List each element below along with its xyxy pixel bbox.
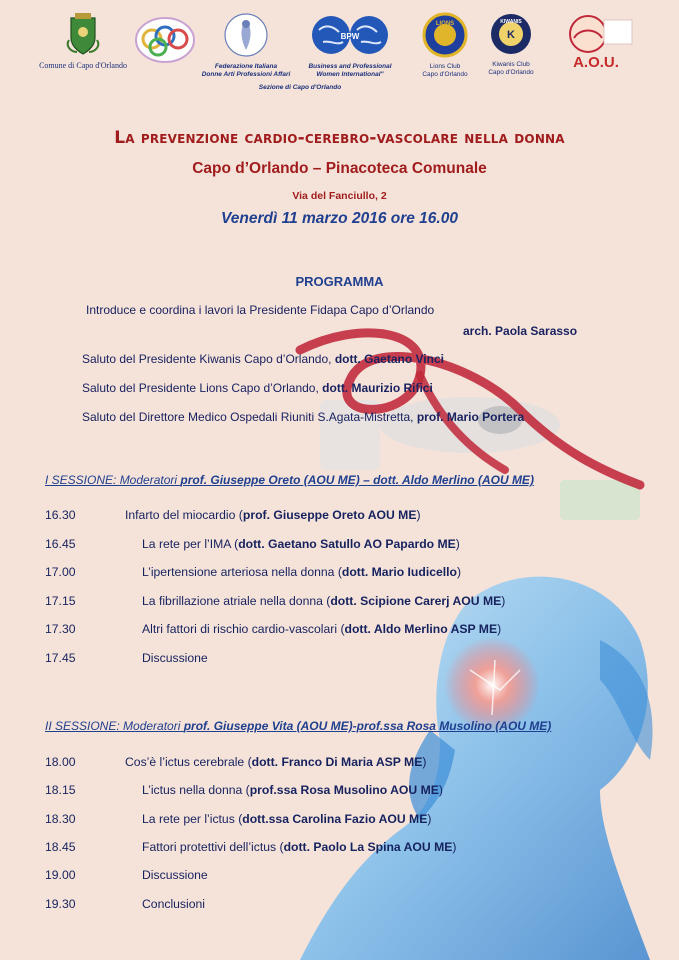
schedule-speaker: prof. Giuseppe Oreto AOU ME	[242, 508, 417, 522]
session-2-moderators: prof. Giuseppe Vita (AOU ME)-prof.ssa Rosa Musolino (AOU ME)	[183, 719, 552, 733]
greeting-1-text: Saluto del Presidente Kiwanis Capo d’Orlando,	[82, 352, 335, 366]
program-intro: Introduce e coordina i lavori la Presidente Fidapa Capo d’Orlando	[86, 303, 435, 317]
schedule-time: 19.30	[45, 897, 76, 911]
comune-caption: Comune di Capo d'Orlando	[39, 61, 127, 70]
kiwanis-mark: KIWANIS	[500, 19, 522, 25]
lions-caption-2: Capo d'Orlando	[422, 71, 468, 78]
bpw-logo	[300, 12, 400, 79]
kiwanis-caption-1: Kiwanis Club	[492, 61, 530, 68]
schedule-time: 18.30	[45, 812, 76, 826]
schedule-topic: Discussione	[142, 651, 208, 665]
schedule-time: 19.00	[45, 868, 76, 882]
fidapa-figure-icon	[223, 12, 269, 58]
lions-logo	[413, 12, 477, 79]
session-2-header	[45, 719, 551, 733]
schedule-speaker: dott. Scipione Carerj AOU ME	[330, 594, 502, 608]
fidapa-caption-1: Federazione Italiana	[214, 63, 278, 70]
coat-of-arms-icon	[65, 12, 101, 56]
schedule-topic: Altri fattori di rischio cardio-vascolari (dott. Aldo Merlino ASP ME)	[142, 622, 502, 636]
event-venue: Capo d’Orlando – Pinacoteca Comunale	[192, 160, 487, 177]
session-1-label: I SESSIONE: Moderatori	[45, 473, 181, 487]
bpw-mark: BPW	[340, 32, 360, 41]
schedule-time: 17.45	[45, 651, 76, 665]
schedule-time: 16.45	[45, 537, 76, 551]
comune-logo	[38, 12, 128, 70]
bpw-caption-1: Business and Professional	[308, 63, 392, 70]
event-title-text: La prevenzione cardio-cerebro-vascolare nella donna	[114, 128, 565, 148]
aou-emblem-icon	[558, 12, 634, 72]
schedule-speaker: dott.ssa Carolina Fazio AOU ME	[242, 812, 428, 826]
fidapa-caption-2: Donne Arti Professioni Affari	[201, 71, 291, 78]
session-1-moderators: prof. Giuseppe Oreto (AOU ME) – dott. Aldo Merlino (AOU ME)	[180, 473, 534, 487]
event-date: Venerdì 11 marzo 2016 ore 16.00	[221, 210, 458, 227]
event-title	[0, 128, 679, 148]
kiwanis-caption-2: Capo d'Orlando	[488, 69, 534, 76]
schedule-topic: Fattori protettivi dell’ictus (dott. Paolo La Spina AOU ME)	[142, 840, 457, 854]
schedule-topic: La fibrillazione atriale nella donna (dott. Scipione Carerj AOU ME)	[142, 594, 506, 608]
schedule-topic: Conclusioni	[142, 897, 206, 911]
greeting-3	[82, 410, 524, 424]
schedule-time: 18.00	[45, 755, 76, 769]
program-heading: PROGRAMMA	[295, 274, 384, 289]
globes-icon	[309, 12, 391, 58]
rings-icon	[130, 14, 200, 66]
svg-text:K: K	[507, 29, 515, 41]
lions-mark: LIONS	[435, 21, 455, 27]
aou-mark: A.O.U.	[573, 54, 619, 71]
schedule-topic: La rete per l’IMA (dott. Gaetano Satullo AO Papardo ME)	[142, 537, 460, 551]
session-2-label: II SESSIONE: Moderatori	[45, 719, 184, 733]
schedule-speaker: dott. Paolo La Spina AOU ME	[283, 840, 453, 854]
schedule-time: 18.45	[45, 840, 76, 854]
schedule-topic: Infarto del miocardio (prof. Giuseppe Oreto AOU ME)	[125, 508, 421, 522]
schedule-speaker: dott. Gaetano Satullo AO Papardo ME	[238, 537, 456, 551]
kiwanis-emblem-icon	[489, 12, 533, 56]
greeting-3-text: Saluto del Direttore Medico Ospedali Riuniti S.Agata-Mistretta,	[82, 410, 417, 424]
schedule-topic: L’ictus nella donna (prof.ssa Rosa Musolino AOU ME)	[142, 783, 443, 797]
greeting-2	[82, 381, 433, 395]
greeting-1-name: dott. Gaetano Vinci	[334, 352, 444, 366]
greeting-2-name: dott. Maurizio Rifici	[322, 381, 433, 395]
lions-caption-1: Lions Club	[429, 63, 461, 70]
fidapa-rings-logo	[130, 14, 200, 71]
schedule-time: 17.00	[45, 565, 76, 579]
schedule-topic: Cos’è l’ictus cerebrale (dott. Franco Di Maria ASP ME)	[125, 755, 427, 769]
greeting-1	[82, 352, 444, 366]
session-1-header	[45, 473, 534, 487]
fidapa-logo	[200, 12, 292, 79]
event-address: Via del Fanciullo, 2	[292, 190, 387, 202]
schedule-speaker: prof.ssa Rosa Musolino AOU ME	[249, 783, 439, 797]
schedule-topic: L’ipertensione arteriosa nella donna (dott. Mario Iudicello)	[142, 565, 462, 579]
schedule-time: 16.30	[45, 508, 76, 522]
program-intro-name: arch. Paola Sarasso	[463, 324, 578, 338]
aou-logo	[558, 12, 634, 77]
section-caption: Sezione di Capo d'Orlando	[258, 84, 342, 91]
lions-emblem-icon	[422, 12, 468, 58]
greeting-3-name: prof. Mario Portera	[416, 410, 525, 424]
schedule-time: 18.15	[45, 783, 76, 797]
schedule-topic: Discussione	[142, 868, 208, 882]
kiwanis-logo	[478, 12, 544, 77]
schedule-time: 17.30	[45, 622, 76, 636]
greeting-2-text: Saluto del Presidente Lions Capo d’Orlando,	[82, 381, 323, 395]
schedule-time: 17.15	[45, 594, 76, 608]
bpw-caption-2: Women International"	[316, 71, 384, 78]
schedule-topic: La rete per l’ictus (dott.ssa Carolina Fazio AOU ME)	[142, 812, 432, 826]
schedule-speaker: dott. Franco Di Maria ASP ME	[251, 755, 423, 769]
schedule-speaker: dott. Aldo Merlino ASP ME	[344, 622, 498, 636]
schedule-speaker: dott. Mario Iudicello	[341, 565, 457, 579]
